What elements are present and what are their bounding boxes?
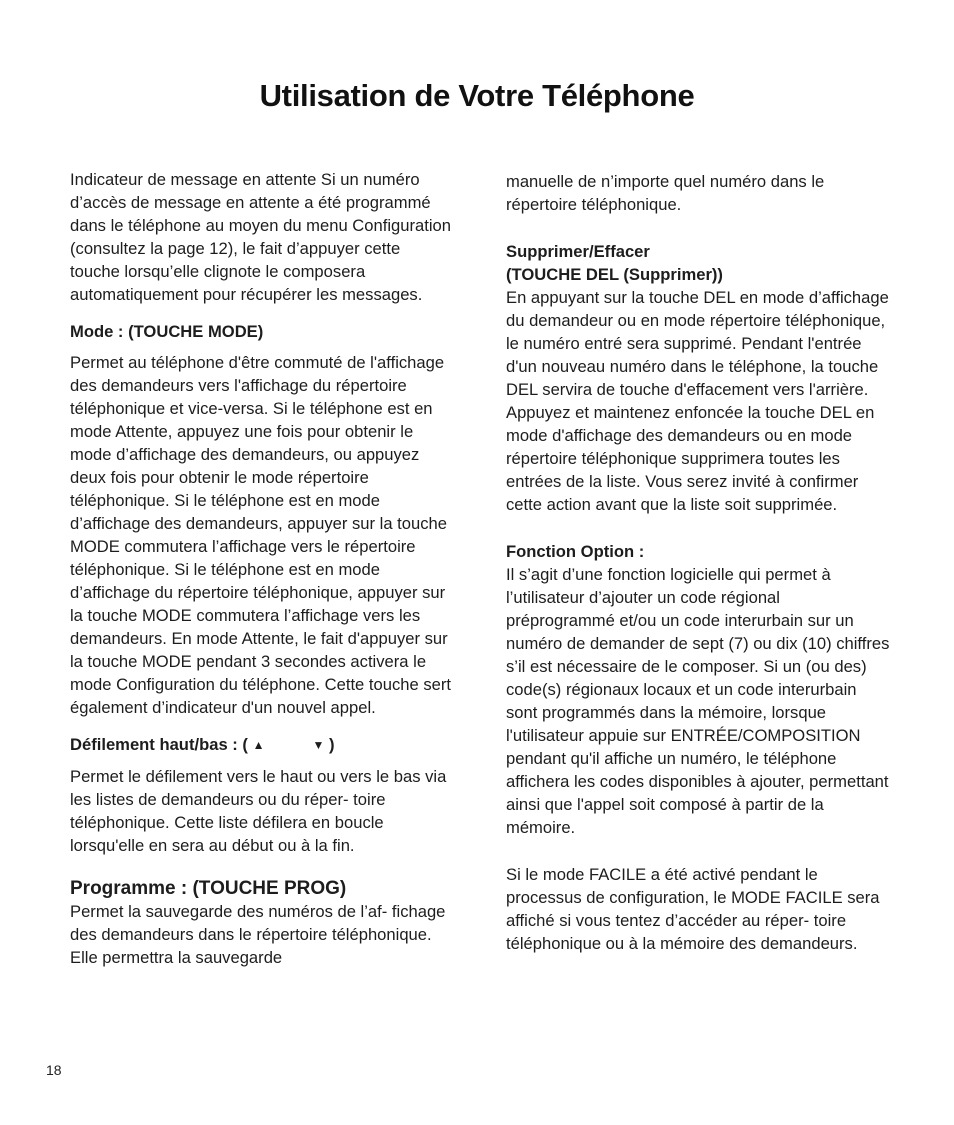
del-heading-line1: Supprimer/Effacer xyxy=(506,242,650,261)
option-heading: Fonction Option : xyxy=(506,542,645,561)
page-number: 18 xyxy=(46,1062,62,1078)
prog-continued-paragraph: manuelle de n’importe quel numéro dans le répertoire téléphonique. xyxy=(506,172,825,214)
scroll-heading-prefix: Défilement haut/bas : ( xyxy=(70,735,248,754)
scroll-heading-suffix: ) xyxy=(328,735,335,754)
right-column xyxy=(506,170,892,955)
scroll-up-arrow-icon: ▲ xyxy=(252,738,265,752)
prog-paragraph: Permet la sauvegarde des numéros de l’af- fichage des demandeurs dans le répertoire téléphonique. Elle permettra la sauvegarde xyxy=(70,902,446,967)
del-paragraph: En appuyant sur la touche DEL en mode d’affichage du demandeur ou en mode répertoire téléphonique, le numéro entré sera supprimé. Pendant l'entrée d'un nouveau numéro dans le téléphone, la touche DEL servira de touche d'effacement vers l'arrière. Appuyez et maintenez enfoncée la touche DEL en mode d'affichage des demandeurs ou en mode répertoire téléphonique supprimera toutes les entrées de la liste. Vous serez invité à confirmer cette action avant que la liste soit supprimée. xyxy=(506,288,889,514)
mode-heading: Mode : (TOUCHE MODE) xyxy=(70,322,264,341)
facile-paragraph: Si le mode FACILE a été activé pendant le processus de configuration, le MODE FACILE sera affiché si vous tentez d’accéder au réper- toire téléphonique ou à la mémoire des demandeurs. xyxy=(506,865,880,953)
scroll-down-arrow-icon: ▼ xyxy=(312,738,325,752)
page-title: Utilisation de Votre Téléphone xyxy=(259,78,695,113)
scroll-paragraph: Permet le défilement vers le haut ou vers le bas via les listes de demandeurs ou du réper- toire téléphonique. Cette liste défilera en boucle lorsqu'elle en sera au début ou à la fin. xyxy=(70,767,447,855)
mode-paragraph: Permet au téléphone d'être commuté de l'affichage des demandeurs vers l'affichage du répertoire téléphonique et vice-versa. Si le téléphone est en mode Attente, appuyez une fois pour obtenir le mode d’affichage des demandeurs, ou appuyez deux fois pour obtenir le mode répertoire téléphonique. Si le téléphone est en mode d’affichage des demandeurs, appuyer sur la touche MODE commutera l’affichage vers le répertoire téléphonique. Si le téléphone est en mode d’affichage du répertoire téléphonique, appuyer sur la touche MODE commutera l’affichage vers les demandeurs. En mode Attente, le fait d'appuyer sur la touche MODE pendant 3 secondes activera le mode Configuration du téléphone. Cette touche sert également d’indicateur d'un nouvel appel. xyxy=(70,353,451,717)
option-paragraph: Il s’agit d’une fonction logicielle qui permet à l’utilisateur d’ajouter un code régional préprogrammé et/ou un code interurbain sur un numéro de demander de sept (7) ou dix (10) chiffres s’il est nécessaire de le composer. Si un (ou des) code(s) régionaux locaux et un code interurbain sont programmés dans la mémoire, lorsque l'utilisateur appuie sur ENTRÉE/COMPOSITION pendant qu'il affiche un numéro, le téléphone affichera les codes disponibles à ajouter, permettant ainsi que l'appel soit composé à partir de la mémoire. xyxy=(506,565,890,837)
left-column xyxy=(70,168,452,969)
intro-paragraph: Indicateur de message en attente Si un numéro d’accès de message en attente a été programmé dans le téléphone au moyen du menu Configuration (consultez la page 12), le fait d’appuyer cette touche lorsqu’elle clignote le composera automatiquement pour récupérer les messages. xyxy=(70,170,451,304)
prog-heading: Programme : (TOUCHE PROG) xyxy=(70,878,347,899)
scroll-heading xyxy=(70,733,452,757)
del-heading-line2: (TOUCHE DEL (Supprimer)) xyxy=(506,265,723,284)
